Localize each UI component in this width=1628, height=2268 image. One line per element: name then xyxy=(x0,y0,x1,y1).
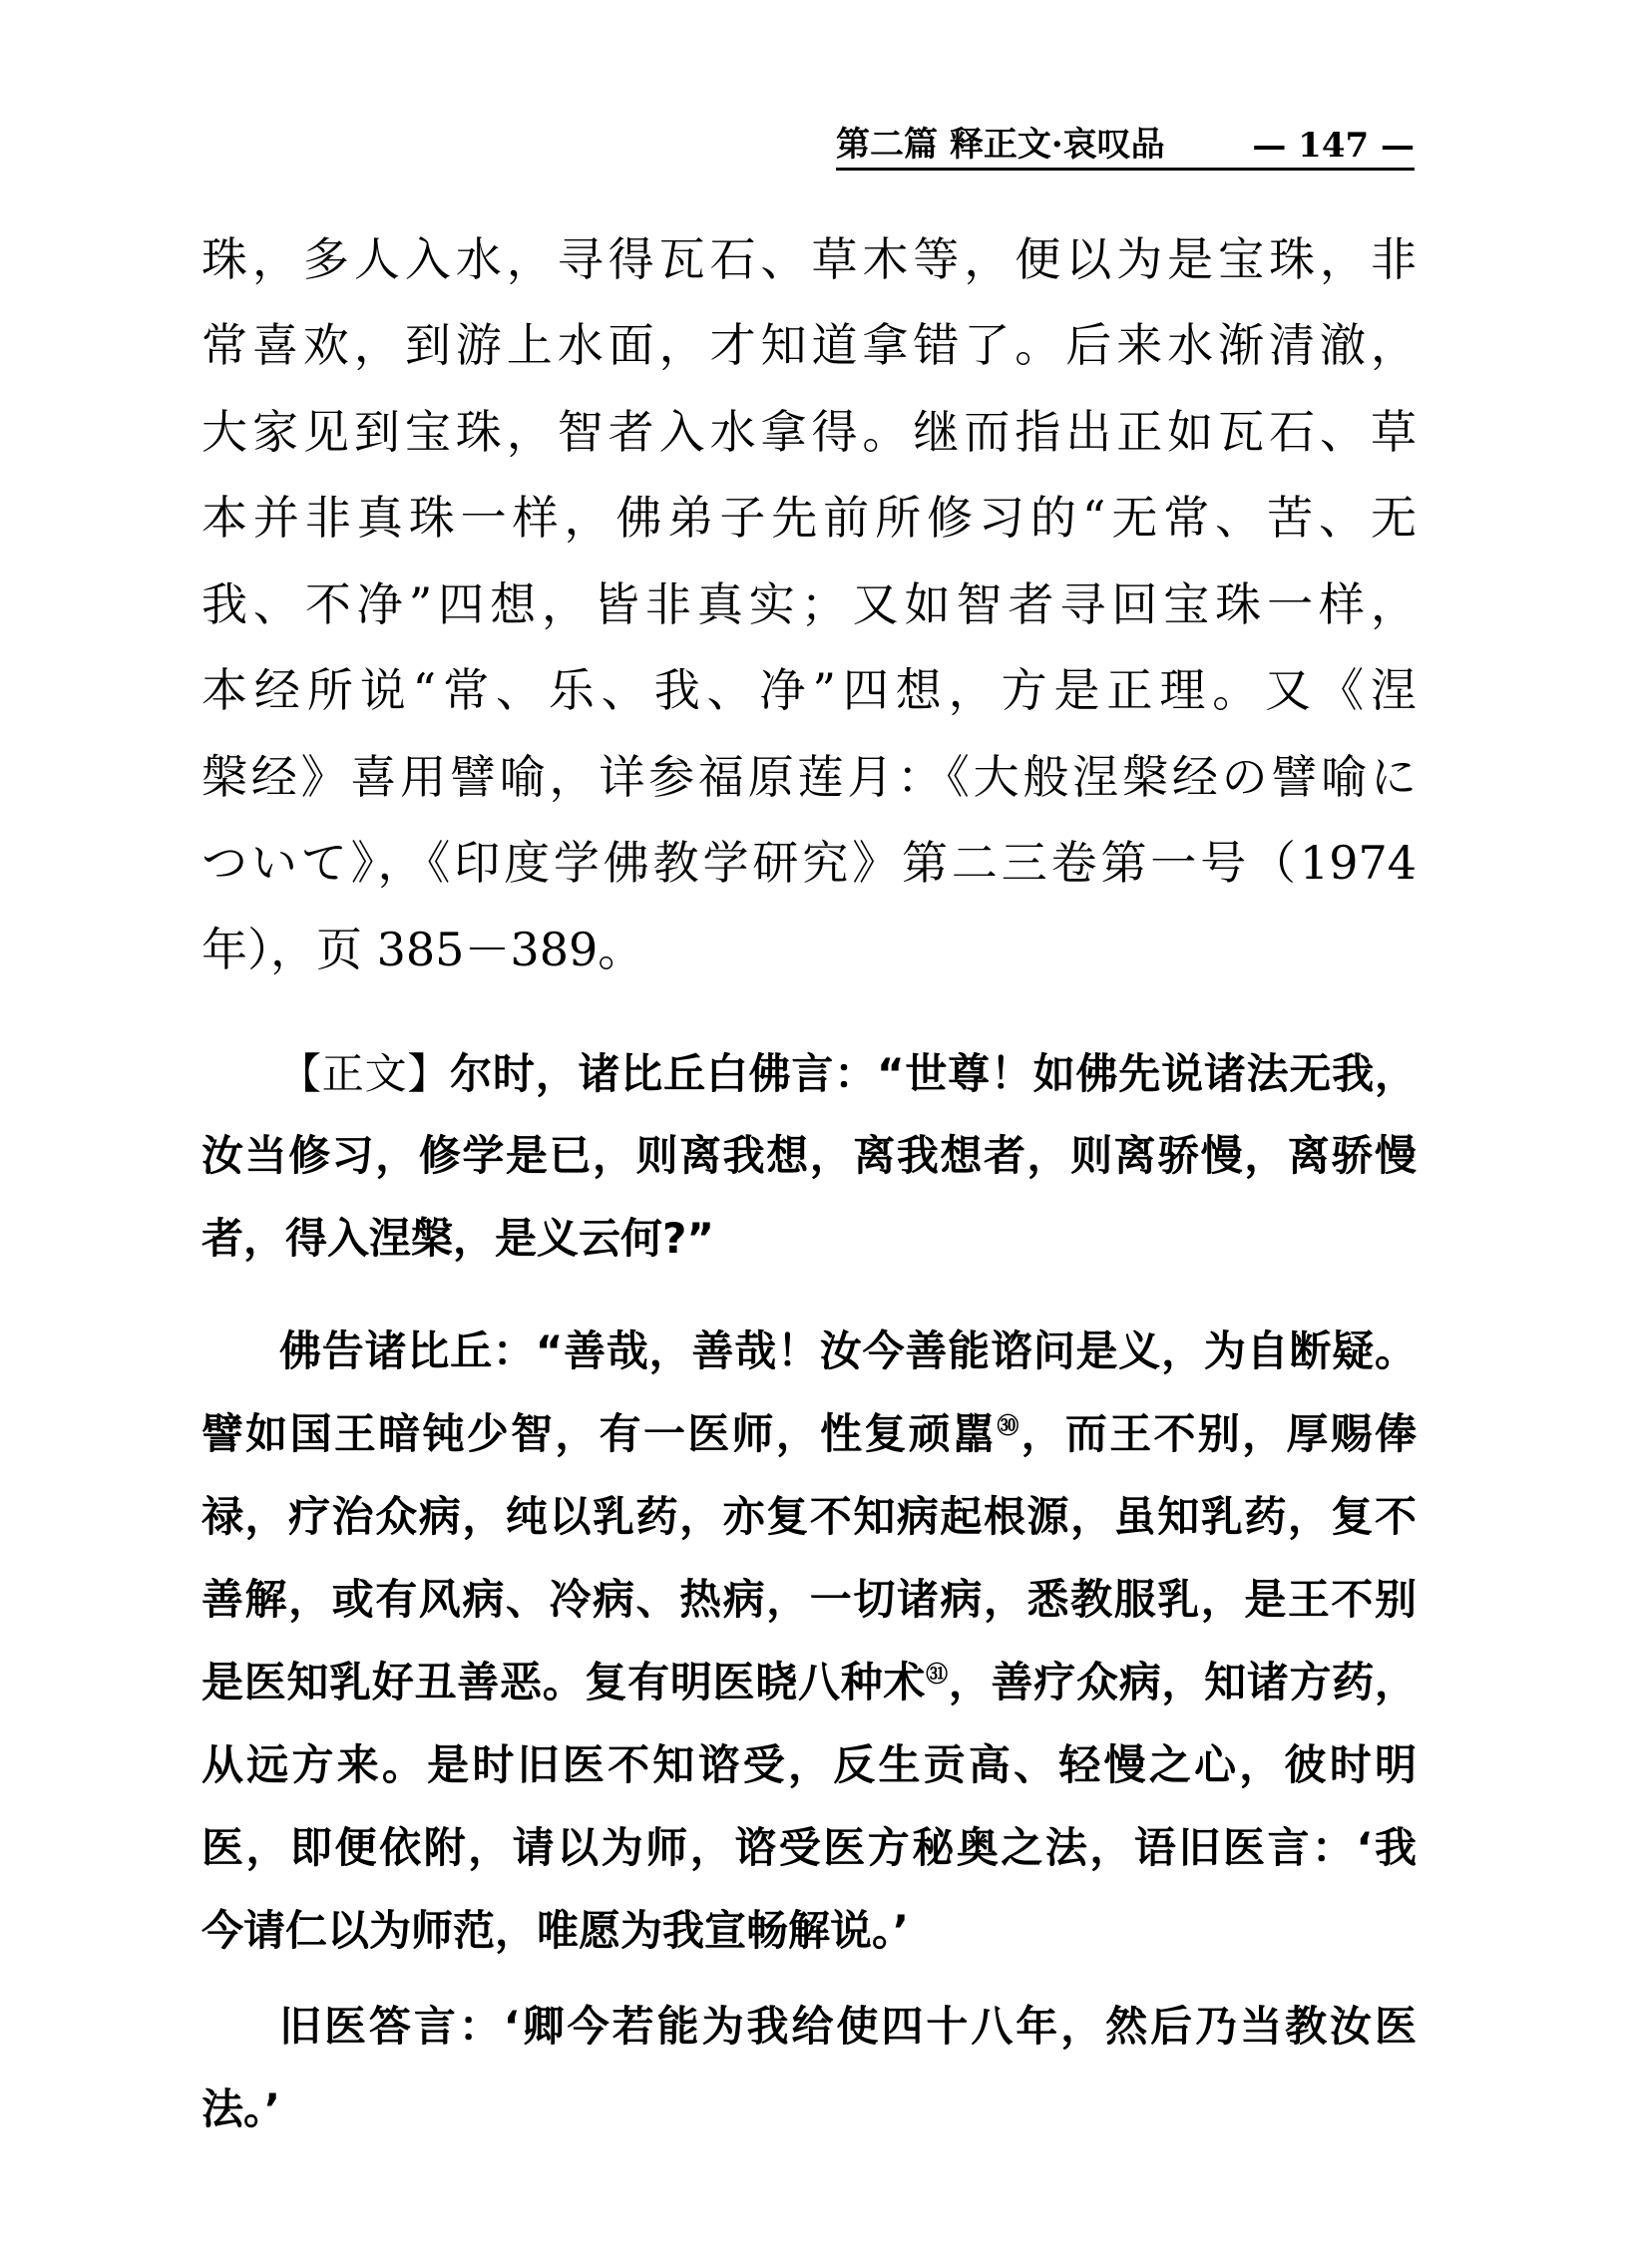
text-line: 禄，疗治众病，纯以乳药，亦复不知病起根源，虽知乳药，复不 xyxy=(202,1492,1417,1541)
section-label: 【正文】 xyxy=(279,1049,451,1098)
text-line xyxy=(202,1654,1417,1711)
text-line: 珠，多人入水，寻得瓦石、草木等，便以为是宝珠，非 xyxy=(202,232,1417,286)
page-number: — 147 — xyxy=(1252,126,1415,166)
text-line: 佛告诸比丘：“善哉，善哉！汝今善能谘问是义，为自断疑。 xyxy=(279,1326,1417,1375)
text-line: 我、不净”四想，皆非真实；又如智者寻回宝珠一样， xyxy=(202,577,1417,631)
header-rule xyxy=(836,168,1415,171)
text-line xyxy=(202,1405,1417,1463)
text-line: 本并非真珠一样，佛弟子先前所修习的“无常、苦、无 xyxy=(202,491,1417,545)
text-line: ついて》，《印度学佛教学研究》第二三卷第一号（1974 xyxy=(202,836,1417,890)
text-line xyxy=(279,1045,1417,1103)
running-header xyxy=(836,118,1415,166)
text-line: 法。’ xyxy=(202,2084,280,2133)
note-marker: ㉚ xyxy=(997,1414,1021,1439)
note-marker: ㉛ xyxy=(926,1663,949,1688)
text-line: 槃经》喜用譬喻，详参福原莲月：《大般涅槃经の譬喻に xyxy=(202,750,1417,804)
text-span: ，而王不别，厚赐俸 xyxy=(1020,1409,1417,1458)
text-line: 汝当修习，修学是已，则离我想，离我想者，则离骄慢，离骄慢 xyxy=(202,1131,1417,1180)
text-line: 今请仁以为师范，唯愿为我宣畅解说。’ xyxy=(202,1906,909,1955)
text-span: 尔时，诸比丘白佛言：“世尊！如佛先说诸法无我， xyxy=(450,1049,1417,1098)
text-line: 者，得入涅槃，是义云何?” xyxy=(202,1214,714,1263)
text-span: ，善疗众病，知诸方药， xyxy=(948,1658,1417,1706)
text-line: 从远方来。是时旧医不知谘受，反生贡高、轻慢之心，彼时明 xyxy=(202,1740,1417,1789)
text-line: 常喜欢，到游上水面，才知道拿错了。后来水渐清澈， xyxy=(202,318,1417,372)
text-line: 本经所说“常、乐、我、净”四想，方是正理。又《涅 xyxy=(202,663,1417,717)
text-span: 譬如国王暗钝少智，有一医师，性复顽嚚 xyxy=(202,1409,998,1458)
chapter-title: 第二篇 释正文·哀叹品 xyxy=(836,125,1165,165)
text-span: 是医知乳好丑善恶。复有明医晓八种术 xyxy=(202,1658,927,1706)
text-line: 旧医答言：‘卿今若能为我给使四十八年，然后乃当教汝医 xyxy=(279,2002,1417,2051)
text-line: 年），页 385－389。 xyxy=(202,923,644,976)
text-line: 善解，或有风病、冷病、热病，一切诸病，悉教服乳，是王不别 xyxy=(202,1575,1417,1624)
text-line: 大家见到宝珠，智者入水拿得。继而指出正如瓦石、草 xyxy=(202,405,1417,459)
text-line: 医，即便依附，请以为师，谘受医方秘奥之法，语旧医言：‘我 xyxy=(202,1823,1417,1872)
